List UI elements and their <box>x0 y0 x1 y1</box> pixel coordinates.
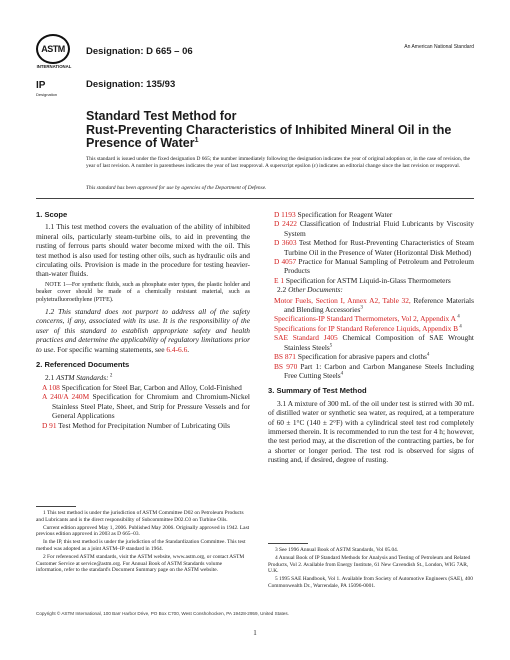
footnote: 3 See 1996 Annual Book of ASTM Standards, Vol 05.04. <box>275 547 399 553</box>
reference-link[interactable]: Specifications for IP Standard Reference Liquids, Appendix B <box>274 323 459 333</box>
summary-3-1: 3.1 A mixture of 300 mL of the oil under test is stirred with 30 mL of distilled water or synthetic sea water, as required, at a temperature of 60 ± 1°C (140 ± 2°F) with a cylindrical steel test rod completely immersed therein. It is recommended to run the test for 4 h; however, the test period may, at the discretion of the contracting parties, be for a shorter or longer period. The test rod is observed for signs of rusting and, if desired, degree of rusting. <box>268 398 474 465</box>
footnote: Current edition approved May 1, 2006. Published May 2006. Originally approved in 1942. Last previous edition approved in 2003 as D 665–03. <box>36 524 250 538</box>
footnote: 4 Annual Book of IP Standard Methods for Analysis and Testing of Petroleum and Related Products, Vol 2. Available from Energy Institute, 61 New Cavendish St., London, WIG 7AR, U.K. <box>268 555 471 575</box>
reference-item <box>36 392 250 420</box>
footnotes-left <box>36 506 250 575</box>
reference-link[interactable]: D 4057 <box>274 257 297 267</box>
reference-item <box>268 352 474 361</box>
reference-link[interactable]: BS 871 <box>274 352 296 362</box>
reference-link[interactable]: SAE Standard J405 <box>274 333 338 343</box>
designation-astm: Designation: D 665 – 06 <box>86 46 193 57</box>
page-number: 1 <box>253 629 257 637</box>
reference-title: Classification of Industrial Fluid Lubricants by Viscosity System <box>284 219 474 238</box>
scope-1-2: 1.2 This standard does not purport to address all of the safety concerns, if any, associated with its use. It is the responsibility of the user of this standard to establish appropriate safety and health practices and determine the applicability of regulatory limitations prior to use. For specific warning statements, see 6.4-6.6. <box>36 307 250 354</box>
scope-heading: 1. Scope <box>36 210 68 219</box>
reference-item <box>268 257 474 276</box>
reference-item <box>268 219 474 238</box>
reference-item <box>268 296 474 315</box>
reference-link[interactable]: A 108 <box>42 382 60 392</box>
footnotes-right <box>268 543 474 591</box>
reference-link[interactable]: E 1 <box>274 275 285 285</box>
reference-title: Specification for Steel Bar, Carbon and Alloy, Cold-Finished <box>59 382 242 392</box>
national-standard-label: An American National Standard <box>404 44 474 50</box>
referenced-documents-heading: 2. Referenced Documents <box>36 360 130 370</box>
copyright-line: Copyright © ASTM International, 100 Barr Harbor Drive, PO Box C700, West Conshohocken, PA 19428-2959, United States. <box>36 611 289 616</box>
reference-item <box>36 383 250 392</box>
footnote: 5 1995 SAE Handbook, Vol 1. Available from Society of Automotive Engineers (SAE), 400 Commonwealth Dr., Warrendale, PA 15096-0001. <box>268 576 473 589</box>
reference-link[interactable]: D 2422 <box>274 219 297 229</box>
astm-reference-list-left <box>36 383 250 430</box>
reference-link[interactable]: BS 970 <box>274 361 298 371</box>
left-column <box>36 210 250 430</box>
reference-title: Specification for ASTM Liquid-in-Glass Thermometers <box>284 275 451 285</box>
reference-title: Test Method for Precipitation Number of Lubricating Oils <box>56 420 230 430</box>
astm-logo-badge: ASTM <box>36 34 70 64</box>
other-documents-label: 2.2 Other Documents: <box>277 285 343 295</box>
reference-title: Chemical Composition of SAE Wrought Stainless Steels <box>284 333 474 352</box>
reference-item <box>268 333 474 352</box>
safety-warning-link[interactable]: 6.4-6.6 <box>166 344 188 354</box>
dod-approval-note: This standard has been approved for use by agencies of the Department of Defense. <box>86 185 267 191</box>
astm-reference-list-right <box>268 210 474 285</box>
reference-item <box>268 238 474 257</box>
reference-link[interactable]: D 3603 <box>274 238 297 248</box>
reference-title: Test Method for Rust-Preventing Characteristics of Steam Turbine Oil in the Presence of Water (Horizontal Disk Method) <box>284 238 474 257</box>
reference-title: Reference Materials and Blending Accessories <box>284 295 474 315</box>
astm-logo-subtitle: INTERNATIONAL <box>36 64 72 69</box>
reference-title: Specification for Reagent Water <box>295 210 393 219</box>
document-title <box>86 110 476 151</box>
reference-footnote-mark: 4 <box>340 371 344 377</box>
reference-footnote-mark: 3 <box>360 305 363 311</box>
reference-item <box>268 362 474 381</box>
issuance-note: This standard is issued under the fixed designation D 665; the number immediately following the designation indicates the year of original adoption or, in the case of revision, the year of last revision. A number in parentheses indicates the year of last reapproval. A superscript epsilon (ε) indicates an editorial change since the last revision or reapproval. <box>86 156 470 169</box>
title-line-2: Rust-Preventing Characteristics of Inhibited Mineral Oil in the Presence of Water$^1$ <box>86 122 452 150</box>
astm-logo <box>36 34 70 74</box>
reference-footnote-mark: 4 <box>456 315 460 320</box>
scope-1-1: 1.1 This test method covers the evaluation of the ability of inhibited mineral oils, particularly steam-turbine oils, to aid in preventing the rusting of ferrous parts should water become mixed with the oil. This test method is also used for testing other oils, such as hydraulic oils and circulating oils. Provision is made in the procedure for testing heavier-than-water fluids. <box>36 222 250 279</box>
title-footnote-mark: 1 <box>194 136 199 144</box>
reference-footnote-mark: 4 <box>458 324 462 330</box>
ip-logo <box>36 80 66 97</box>
reference-title: Practice for Manual Sampling of Petroleum and Petroleum Products <box>284 257 474 276</box>
reference-footnote-mark: 5 <box>329 343 333 349</box>
footnote-divider <box>268 543 308 544</box>
reference-item <box>268 210 474 219</box>
reference-item <box>36 421 250 430</box>
reference-title: Specification for Chromium and Chromium-Nickel Stainless Steel Plate, Sheet, and Strip for Pressure Vessels and for General Applications <box>52 392 250 421</box>
ip-mark: IP <box>36 80 46 91</box>
reference-link[interactable]: D 91 <box>42 420 57 430</box>
right-column <box>268 210 474 468</box>
reference-title: Part 1: Carbon and Carbon Manganese Steels Including Free Cutting Steels <box>284 361 474 380</box>
reference-item <box>268 276 474 285</box>
reference-link[interactable]: Specifications-IP Standard Thermometers, Vol 2, Appendix A <box>274 314 457 324</box>
footnote: In the IP, this test method is under the jurisdiction of the Standardization Committee. This test method was adopted as a joint ASTM–IP standard in 1964. <box>36 539 246 552</box>
reference-link[interactable]: D 1193 <box>274 210 296 219</box>
other-reference-list <box>268 296 474 381</box>
astm-standards-label: 2.1 ASTM Standards: $^2$ <box>45 372 113 382</box>
designation-ip: Designation: 135/93 <box>86 79 176 90</box>
scope-note-1: NOTE 1—For synthetic fluids, such as phosphate ester types, the plastic holder and beaker cover should be made of a chemically resistant material, such as polytetrafluoroethylene (PTFE). <box>36 281 250 303</box>
footnote: 1 This test method is under the jurisdiction of ASTM Committee D02 on Petroleum Products and Lubricants and is the direct responsibility of Subcommittee D02.C0 on Turbine Oils. <box>36 510 244 523</box>
reference-item <box>268 314 474 323</box>
header-divider <box>36 198 474 199</box>
reference-item <box>268 324 474 333</box>
summary-heading: 3. Summary of Test Method <box>268 386 367 396</box>
reference-link[interactable]: A 240/A 240M <box>42 392 90 402</box>
footnote-divider <box>36 506 76 507</box>
reference-footnote-mark: 4 <box>426 352 430 358</box>
reference-link[interactable]: Motor Fuels, Section I, Annex A2, Table 32, <box>274 295 411 305</box>
footnote: 2 For referenced ASTM standards, visit the ASTM website, www.astm.org, or contact ASTM Customer Service at service@astm.org. For Annual Book of ASTM Standards volume information, refer to the standard's Document Summary page on the ASTM website. <box>36 554 245 574</box>
ip-logo-subtitle: Designation <box>36 92 58 97</box>
reference-title: Specification for abrasive papers and cloths <box>295 352 427 362</box>
title-line-1: Standard Test Method for <box>86 109 237 123</box>
